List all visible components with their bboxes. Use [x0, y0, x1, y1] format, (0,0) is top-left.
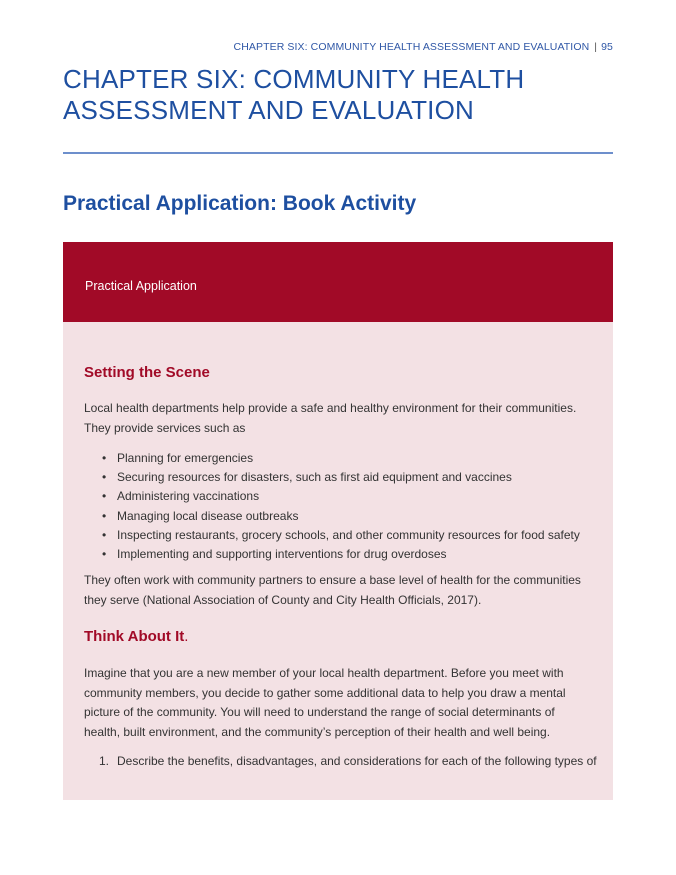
setting-closing-paragraph: They often work with community partners to ensure a base level of health for the communities they serve (National Association of County and City Health Officials, 2017).: [84, 573, 581, 607]
chapter-title-line-2: ASSESSMENT AND EVALUATION: [63, 95, 474, 125]
section-heading: Practical Application: Book Activity: [63, 192, 417, 215]
running-header-separator: |: [594, 41, 598, 53]
bullet-icon: •: [102, 547, 107, 562]
bullet-icon: •: [102, 470, 107, 485]
box-header-label: Practical Application: [85, 279, 197, 293]
bullet-icon: •: [102, 489, 107, 504]
chapter-title: [63, 64, 623, 126]
list-item: • Securing resources for disasters, such as first aid equipment and vaccines: [84, 468, 594, 487]
think-prompt-paragraph: Imagine that you are a new member of your local health department. Before you meet with community members, you decide to gather some additional data to help you draw a mental picture of the community. You will need to understand the range of social determinants of health, built environment, and the community’s perception of their health and well being.: [84, 666, 566, 739]
list-item: • Managing local disease outbreaks: [84, 507, 594, 526]
practical-application-box-header: [63, 242, 613, 322]
running-header-chapter: CHAPTER SIX: COMMUNITY HEALTH ASSESSMENT AND EVALUATION: [233, 41, 590, 53]
list-item: • Planning for emergencies: [84, 449, 594, 468]
setting-intro-paragraph: Local health departments help provide a safe and healthy environment for their communities. They provide services such as: [84, 401, 577, 435]
title-divider: [63, 152, 613, 154]
list-item: • Administering vaccinations: [84, 487, 594, 506]
setting-the-scene-heading: Setting the Scene: [84, 364, 210, 381]
bullet-icon: •: [102, 451, 107, 465]
practical-application-box-body: [63, 322, 613, 800]
list-item: • Inspecting restaurants, grocery schools, and other community resources for food safety: [84, 526, 594, 545]
page-number: 95: [601, 41, 613, 53]
think-about-it-heading: Think About It.: [84, 628, 189, 645]
bullet-icon: •: [102, 527, 107, 542]
chapter-title-line-1: CHAPTER SIX: COMMUNITY HEALTH: [63, 64, 525, 94]
list-item: • Implementing and supporting interventions for drug overdoses: [84, 545, 594, 564]
bullet-icon: •: [102, 508, 107, 523]
services-list: [84, 449, 594, 564]
running-header: [234, 41, 613, 53]
list-item-number: 1.: [99, 754, 110, 768]
list-item-text: Describe the benefits, disadvantages, and considerations for each of the following types of: [117, 754, 597, 768]
